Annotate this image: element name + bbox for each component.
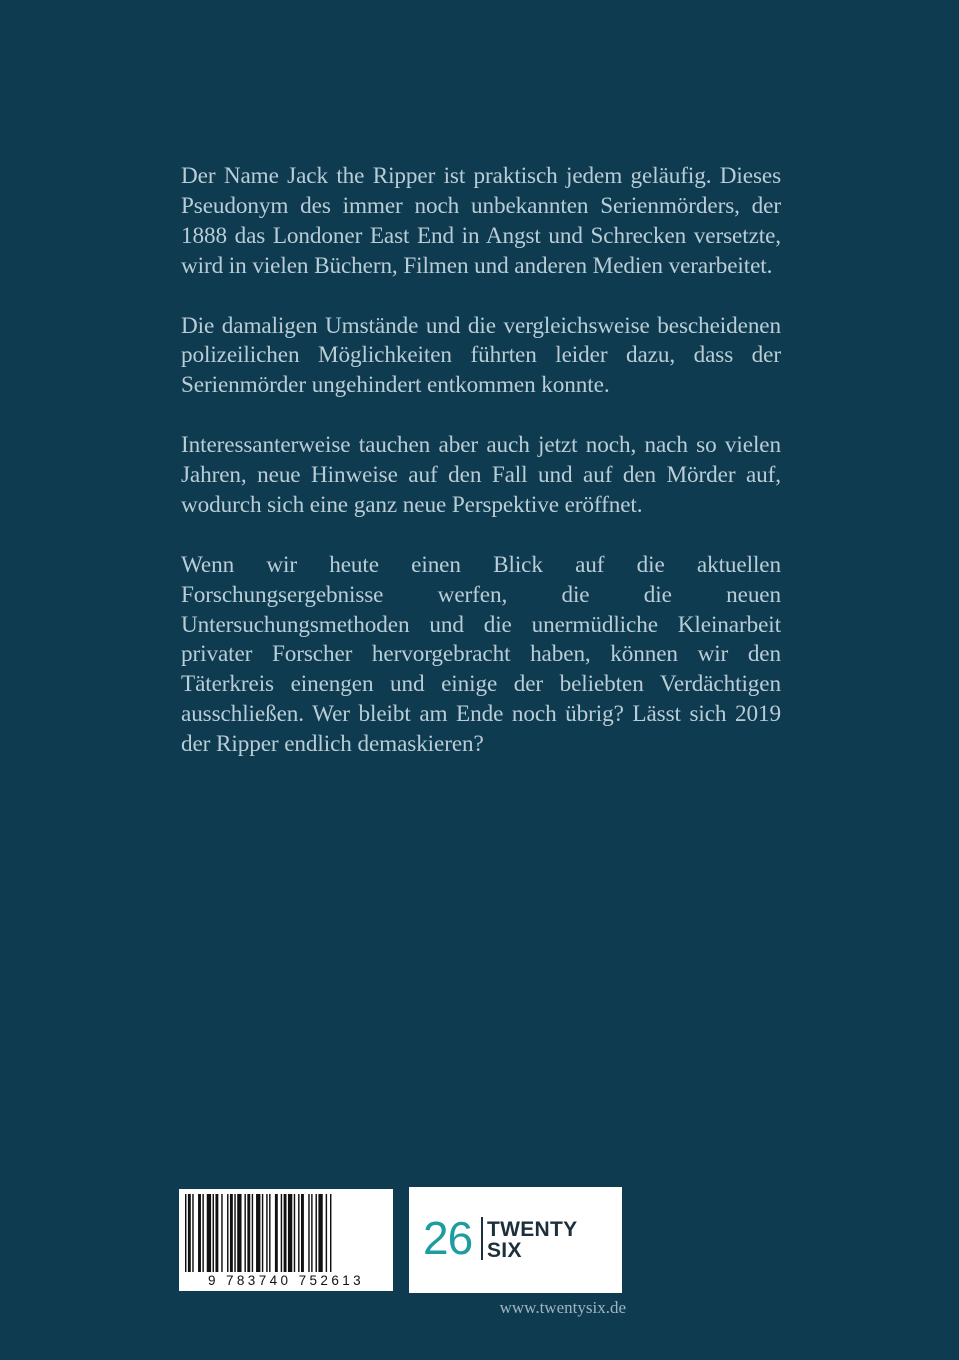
barcode-digits: 9 783740 752613 xyxy=(207,1273,365,1288)
publisher-logo xyxy=(409,1187,622,1293)
barcode-bars-icon xyxy=(183,1194,389,1272)
blurb-paragraph: Wenn wir heute einen Blick auf die aktuellen Forschungsergebnisse werfen, die die neuen Untersuchungsmethoden und die unermüdliche Kleinarbeit privater Forscher hervorgebracht haben, können wir den Täterkreis einengen und einige der beliebten Verdächtigen ausschließen. Wer bleibt am Ende noch übrig? Lässt sich 2019 der Ripper endlich demaskieren? xyxy=(181,551,781,758)
publisher-url: www.twentysix.de xyxy=(499,1298,626,1317)
blurb-paragraph: Der Name Jack the Ripper ist praktisch jedem geläufig. Dieses Pseudonym des immer noch unbekannten Serienmörders, der 1888 das Londoner East End in Angst und Schrecken versetzte, wird in vielen Büchern, Filmen und anderen Medien verarbeitet. xyxy=(181,163,781,279)
logo-divider xyxy=(481,1217,483,1260)
back-cover-blurb xyxy=(181,162,781,760)
logo-word-six: SIX xyxy=(487,1239,522,1262)
blurb-paragraph: Interessanterweise tauchen aber auch jetzt noch, nach so vielen Jahren, neue Hinweise auf den Fall und auf den Mörder auf, wodurch sich eine ganz neue Perspektive eröffnet. xyxy=(181,432,781,518)
logo-word-twenty: TWENTY xyxy=(487,1218,578,1241)
logo-number: 26 xyxy=(423,1212,473,1264)
isbn-barcode xyxy=(177,1187,395,1293)
blurb-paragraph: Die damaligen Umstände und die vergleichsweise bescheidenen polizeilichen Möglichkeiten führten leider dazu, dass der Serienmörder ungehindert entkommen konnte. xyxy=(181,312,781,399)
